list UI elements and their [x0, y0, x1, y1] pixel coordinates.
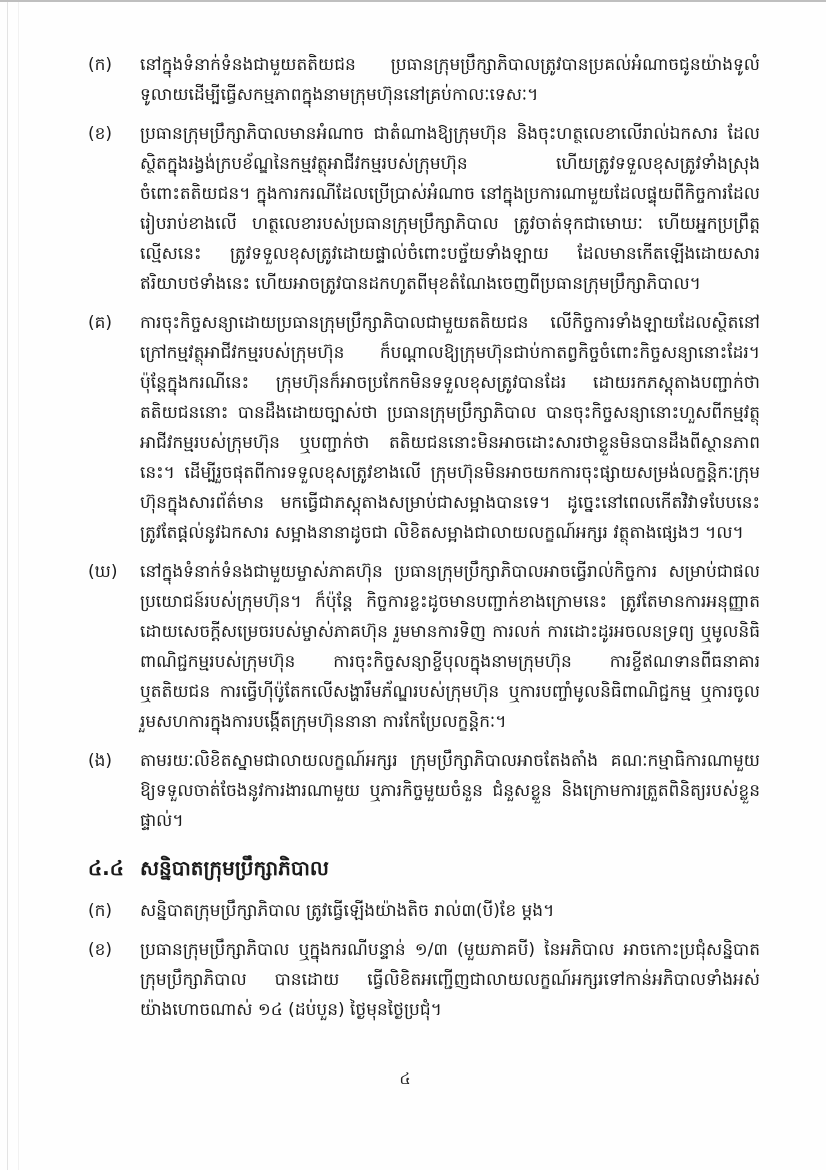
paragraph-text: សន្និបាតក្រុមប្រឹក្សាភិបាល ត្រូវធ្វើឡើងយ៉ាងតិច រាល់៣(បី)ខែ ម្តង។: [140, 901, 555, 921]
paragraph-top-ka: [88, 50, 760, 110]
paragraph-text: តាមរយៈលិខិតស្នាមជាលាយលក្ខណ៍អក្សរ ក្រុមប្រឹក្សាភិបាលអាចតែងតាំង គណៈកម្មាធិការណាមួយ ឱ្យទទួលចាត់ចែងនូវការងារណាមួយ ឬភារកិច្ចមួយចំនួន ជំនួសខ្លួន និងក្រោមការត្រួតពិនិត្យរបស់ខ្លួនផ្ទាល់។: [140, 751, 760, 831]
section-heading-number: ៤.៤: [88, 856, 124, 880]
paragraph-label: (ខ): [88, 124, 113, 144]
page-body: [0, 2, 826, 1025]
paragraph-label: (ក): [88, 55, 113, 75]
paragraph-text: នៅក្នុងទំនាក់ទំនងជាមួយតតិយជន ប្រធានក្រុមប្រឹក្សាភិបាលត្រូវបានប្រគល់អំណាចជូនយ៉ាងទូលំទូលាយដើម្បីធ្វើសកម្មភាពក្នុងនាមក្រុមហ៊ុននៅគ្រប់កាលៈទេសៈ។: [140, 55, 760, 105]
page-edge-line: [18, 2, 19, 1170]
paragraph-text: នៅក្នុងទំនាក់ទំនងជាមួយម្ចាស់ភាគហ៊ុន ប្រធានក្រុមប្រឹក្សាភិបាលអាចធ្វើរាល់កិច្ចការ សម្រាប់ជាផលប្រយោជន៍របស់ក្រុមហ៊ុន។ ក៏ប៉ុន្តែ កិច្ចការខ្លះដូចមានបញ្ជាក់ខាងក្រោមនេះ ត្រូវតែមានការអនុញ្ញាតដោយសេចក្តីសម្រេចរបស់ម្ចាស់ភាគហ៊ុន រួមមានការទិញ ការលក់ ការដោះដូរអចលនទ្រព្យ ឬមូលនិធិពាណិជ្ជកម្មរបស់ក្រុមហ៊ុន ការចុះកិច្ចសន្យាខ្ចីបុលក្នុងនាមក្រុមហ៊ុន ការខ្ចីឥណទានពីធនាគារ ឬតតិយជន ការធ្វើហ៊ីប៉ូតែកលើសង្ហារឹមភ័ណ្ឌរបស់ក្រុមហ៊ុន ឬការបញ្ចាំមូលនិធិពាណិជ្ជកម្ម ឬការចូលរួមសហការក្នុងការបង្កើតក្រុមហ៊ុននានា ការកែប្រែលក្ខន្តិកៈ។: [140, 562, 760, 732]
paragraph-bottom-ka: [88, 896, 760, 926]
paragraph-label: (ឃ): [88, 562, 118, 582]
paragraph-text: ប្រធានក្រុមប្រឹក្សាភិបាលមានអំណាច ជាតំណាងឱ្យក្រុមហ៊ុន និងចុះហត្ថលេខាលើរាល់ឯកសារ ដែលស្ថិតក្នុងរង្វង់ក្របខ័ណ្ឌនៃកម្មវត្ថុអាជីវកម្មរបស់ក្រុមហ៊ុន ហើយត្រូវទទួលខុសត្រូវទាំងស្រុងចំពោះតតិយជន។ ក្នុងការករណីដែលប្រើប្រាស់អំណាច នៅក្នុងប្រការណាមួយដែលផ្ទុយពីកិច្ចការដែលរៀបរាប់ខាងលើ ហត្ថលេខារបស់ប្រធានក្រុមប្រឹក្សាភិបាល ត្រូវចាត់ទុកជាមោឃៈ ហើយអ្នកប្រព្រឹត្តល្មើសនេះ ត្រូវទទួលខុសត្រូវដោយផ្ទាល់ចំពោះបច្ច័យទាំងឡាយ ដែលមានកើតឡើងដោយសារឥរិយាបថទាំងនេះ ហើយអាចត្រូវបានដកហូតពីមុខតំណែងចេញពីប្រធានក្រុមប្រឹក្សាភិបាល។: [140, 124, 760, 294]
paragraph-text: ការចុះកិច្ចសន្យាដោយប្រធានក្រុមប្រឹក្សាភិបាលជាមួយតតិយជន លើកិច្ចការទាំងឡាយដែលស្ថិតនៅក្រៅកម្មវត្ថុអាជីវកម្មរបស់ក្រុមហ៊ុន ក៏បណ្ដាលឱ្យក្រុមហ៊ុនជាប់កាតព្វកិច្ចចំពោះកិច្ចសន្យានោះដែរ។ ប៉ុន្តែក្នុងករណីនេះ ក្រុមហ៊ុនក៏អាចប្រកែកមិនទទួលខុសត្រូវបានដែរ ដោយរកភស្តុតាងបញ្ជាក់ថា តតិយជននោះ បានដឹងដោយច្បាស់ថា ប្រធានក្រុមប្រឹក្សាភិបាល បានចុះកិច្ចសន្យានោះហួសពីកម្មវត្ថុអាជីវកម្មរបស់ក្រុមហ៊ុន ឬបញ្ជាក់ថា តតិយជននោះមិនអាចដោះសារថាខ្លួនមិនបានដឹងពីស្ថានភាពនេះ។ ដើម្បីរួចផុតពីការទទួលខុសត្រូវខាងលើ ក្រុមហ៊ុនមិនអាចយកការចុះផ្សាយសម្រង់លក្ខន្តិកៈក្រុមហ៊ុនក្នុងសារព័ត៌មាន មកធ្វើជាភស្តុតាងសម្រាប់ជាសម្អាងបានទេ។ ដូច្នេះនៅពេលកើតវិវាទបែបនេះ ត្រូវតែផ្តល់នូវឯកសារ សម្អាងនានាដូចជា លិខិតសម្អាងជាលាយលក្ខណ៍អក្សរ វត្ថុតាងផ្សេងៗ ។ល។: [140, 313, 760, 543]
section-heading-title: សន្និបាតក្រុមប្រឹក្សាភិបាល: [140, 856, 329, 880]
paragraph-label: (គ): [88, 313, 113, 333]
paragraph-bottom-kho: [88, 935, 760, 1025]
paragraph-label: (ង): [88, 751, 113, 771]
paragraph-top-ko: [88, 308, 760, 548]
paragraph-top-ngo: [88, 746, 760, 836]
paragraph-text: ប្រធានក្រុមប្រឹក្សាភិបាល ឬក្នុងករណីបន្ទាន់ ១/៣ (មួយភាគបី) នៃអភិបាល អាចកោះប្រជុំសន្និបាតក្រុមប្រឹក្សាភិបាល បានដោយ ធ្វើលិខិតអញ្ជើញជាលាយលក្ខណ៍អក្សរទៅកាន់អភិបាលទាំងអស់ យ៉ាងហោចណាស់ ១៤ (ដប់បួន) ថ្ងៃមុនថ្ងៃប្រជុំ។: [140, 940, 760, 1020]
page-number: ៤: [399, 1069, 411, 1088]
paragraph-top-kho2: [88, 557, 760, 737]
paragraph-top-kho: [88, 119, 760, 299]
paragraph-label: (ខ): [88, 940, 113, 960]
page-edge-line: [7, 2, 8, 1170]
section-heading: [88, 852, 760, 884]
paragraph-label: (ក): [88, 901, 113, 921]
